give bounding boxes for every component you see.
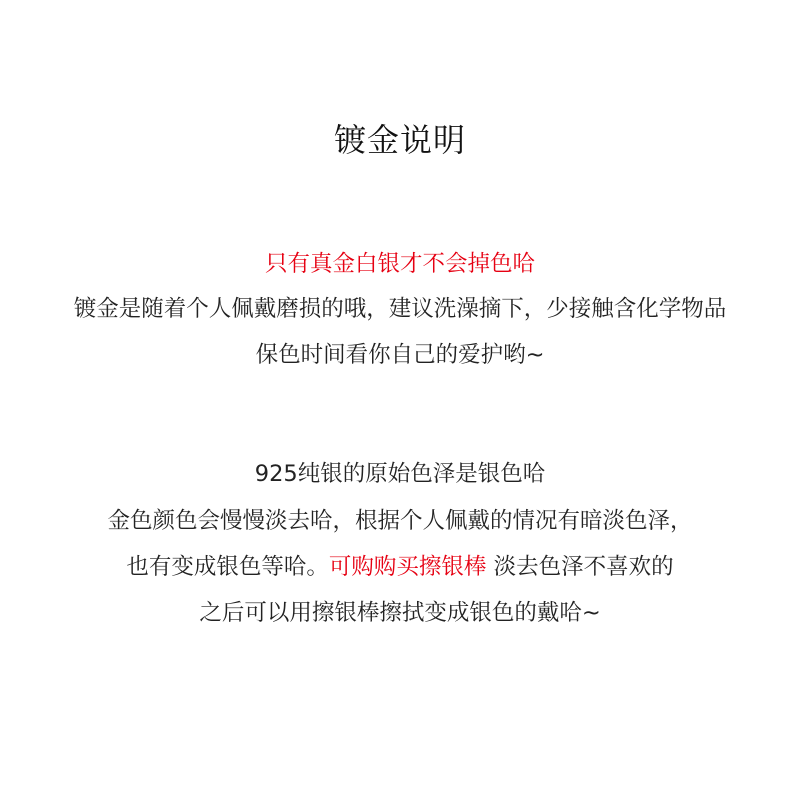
suggestion-prefix: 也有变成银色等哈。: [126, 554, 329, 580]
silver-stick-usage-text: 之后可以用擦银棒擦拭变成银色的戴哈~: [199, 600, 601, 626]
care-instruction-text: 镀金是随着个人佩戴磨损的哦，建议洗澡摘下，少接触含化学物品: [73, 296, 727, 322]
page-title: 镀金说明: [333, 121, 466, 159]
silver-stick-suggestion: [0, 551, 800, 583]
silver-color-text: 925纯银的原始色泽是银色哈: [254, 461, 546, 487]
suggestion-suffix: 淡去色泽不喜欢的: [486, 554, 674, 580]
fading-description-text: 金色颜色会慢慢淡去哈，根据个人佩戴的情况有暗淡色泽，: [107, 508, 693, 534]
buy-silver-stick-highlight: 可购购买擦银棒: [328, 554, 487, 580]
warning-highlight-text: 只有真金白银才不会掉色哈: [264, 251, 535, 277]
care-note-text: 保色时间看你自己的爱护哟~: [255, 342, 545, 368]
